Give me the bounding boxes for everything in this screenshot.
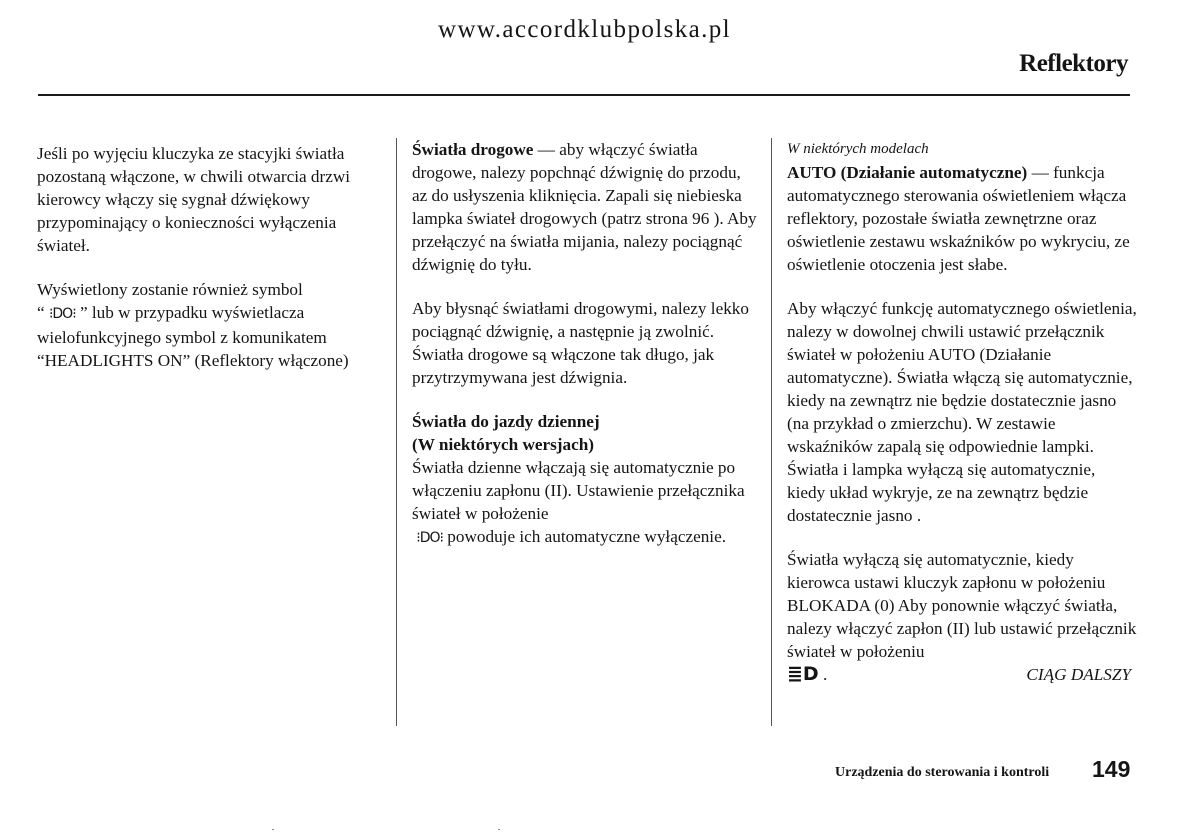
high-beam-paragraph xyxy=(412,138,757,276)
symbol-paragraph-rest: ” lub w przypadku wyświetlacza wielofunkcyjnego symbol z komunikatem “HEADLIGHTS ON” (Reflektory włączone) xyxy=(37,303,349,370)
auto-paragraph xyxy=(787,161,1137,276)
column-middle xyxy=(412,138,757,550)
continued-line xyxy=(787,663,1137,686)
symbol-period: . xyxy=(818,665,828,684)
drl-text: Światła dzienne włączają się automatycznie po włączeniu zapłonu (II). Ustawienie przełącznika świateł w położenie xyxy=(412,458,745,523)
drl-heading: Światła do jazdy dziennej xyxy=(412,412,600,431)
column-divider-left xyxy=(396,138,397,726)
flash-paragraph: Aby błysnąć światłami drogowymi, nalezy lekko pociągnąć dźwignię, a następnie ją zwolnić. Światła drogowe są włączone tak długo, jak przytrzymywana jest dźwignia. xyxy=(412,299,749,387)
drl-paragraph xyxy=(412,456,757,550)
site-url: www.accordklubpolska.pl xyxy=(438,16,732,43)
auto-off-paragraph: Światła wyłączą się automatycznie, kiedy kierowca ustawi kluczyk zapłonu w położeniu BLOKADA (0) Aby ponownie włączyć światła, nalezy włączyć zapłon (II) lub ustawić przełącznik świateł w położeniu xyxy=(787,550,1137,661)
scan-speck xyxy=(272,829,274,830)
auto-heading: AUTO (Działanie automatyczne) xyxy=(787,163,1028,182)
scan-speck xyxy=(498,829,500,830)
key-reminder-paragraph: Jeśli po wyjęciu kluczyka ze stacyjki światła pozostaną włączone, w chwili otwarcia drzwi kierowcy włączy się sygnał dźwiękowy przypominający o konieczności wyłączenia świateł. xyxy=(37,144,351,255)
column-divider-right xyxy=(771,138,772,726)
symbol-paragraph xyxy=(37,278,382,372)
auto-text: — funkcja automatycznego sterowania oświetleniem włącza reflektory, pozostałe światła zewnętrzne oraz oświetlenie zestawu wskaźników po wykryciu, ze oświetlenie otoczenia jest słabe. xyxy=(787,163,1130,274)
drl-text-rest: powoduje ich automatyczne wyłączenie. xyxy=(443,527,726,546)
activation-paragraph: Aby włączyć funkcję automatycznego oświetlenia, nalezy w dowolnej chwili ustawić przełącznik świateł w położeniu AUTO (Działanie automatyczne). Światła włączą się automatycznie, kiedy na zewnątrz nie będzie dostatecznie jasno (na przykład o zmierzchu). W zestawie wskaźników zapalą się odpowiednie lampki. Światła i lampka wyłączą się automatycznie, kiedy układ wykryje, ze na zewnątrz będzie dostatecznie jasno . xyxy=(787,299,1137,525)
column-right xyxy=(787,138,1137,686)
parking-lights-icon: ⁝DO⁝ xyxy=(48,306,76,322)
page-title: Reflektory xyxy=(1019,50,1128,77)
models-note: W niektórych modelach xyxy=(787,141,929,157)
high-beam-text: — aby włączyć światła drogowe, nalezy popchnąć dźwignię do przodu, az do usłyszenia kliknięcia. Zapali się niebieska lampka świateł drogowych (patrz strona 96 ). Aby przełączyć na światła mijania, nalezy pociągnąć dźwignię do tyłu. xyxy=(412,140,757,274)
parking-lights-icon: ⁝DO⁝ xyxy=(416,530,443,546)
continued-label: CIĄG DALSZY xyxy=(1026,665,1131,684)
symbol-paragraph-intro: Wyświetlony zostanie również symbol xyxy=(37,280,303,299)
high-beam-heading: Światła drogowe xyxy=(412,140,534,159)
page-number: 149 xyxy=(1092,756,1131,782)
header-rule xyxy=(38,94,1130,96)
headlight-symbol-line xyxy=(787,663,827,686)
footer-section-label: Urządzenia do sterowania i kontroli xyxy=(835,765,1050,780)
open-quote: “ xyxy=(37,303,45,322)
headlight-icon: ≣D xyxy=(787,663,819,685)
column-left xyxy=(37,142,382,372)
drl-subheading: (W niektórych wersjach) xyxy=(412,435,595,454)
